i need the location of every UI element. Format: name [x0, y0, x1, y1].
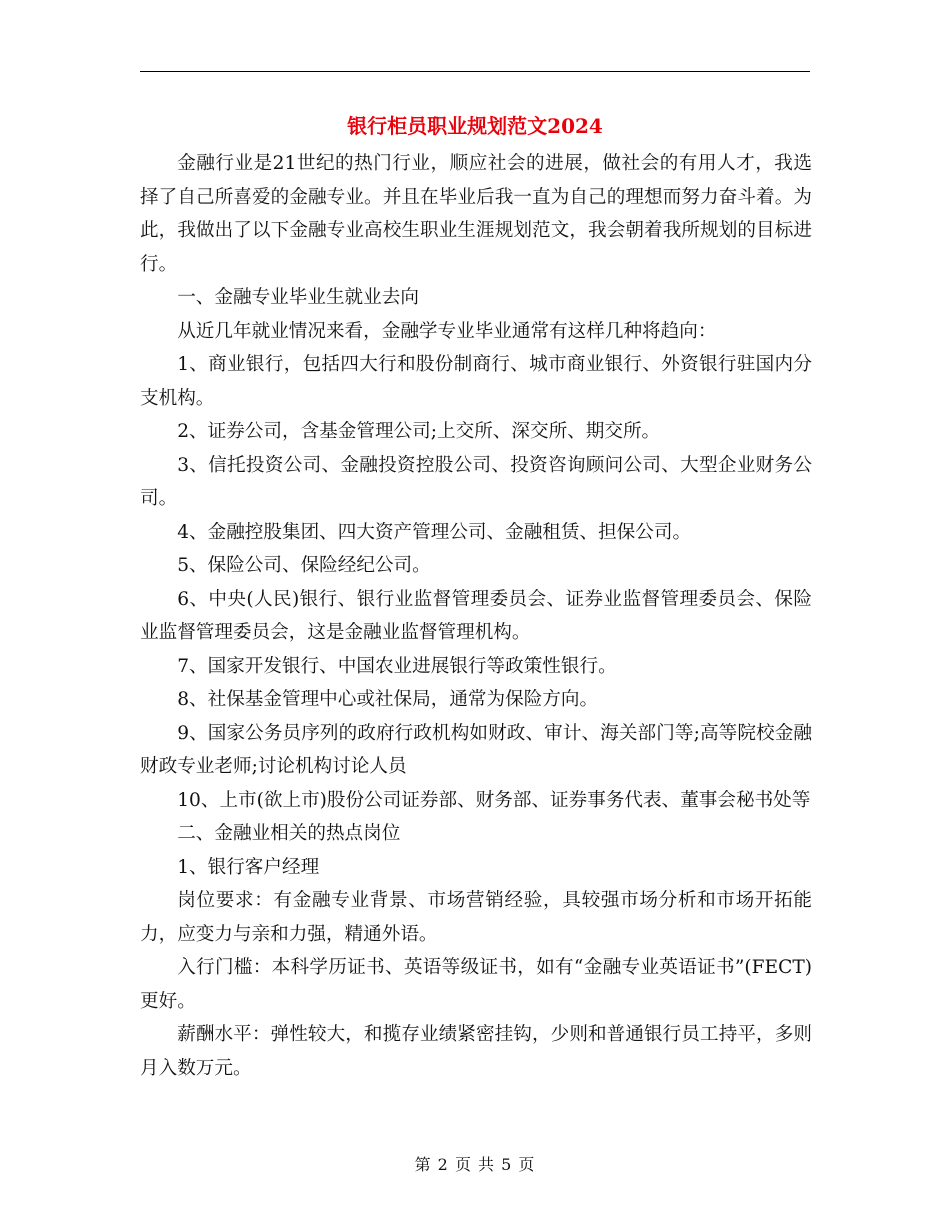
list-item: 8、社保基金管理中心或社保局，通常为保险方向。 [177, 689, 599, 710]
paragraph: 从近几年就业情况来看，金融学专业毕业通常有这样几种将趋向： [177, 320, 717, 342]
list-item: 9、国家公务员序列的政府行政机构如财政、审计、海关部门等;高等院校金融财政专业老师;讨论机构讨论人员 [140, 722, 812, 777]
paragraph-salary: 薪酬水平：弹性较大，和揽存业绩紧密挂钩，少则和普通银行员工持平，多则月入数万元。 [140, 1024, 812, 1079]
list-item: 2、证券公司，含基金管理公司;上交所、深交所、期交所。 [177, 421, 661, 442]
list-item: 10、上市(欲上市)股份公司证券部、财务部、证券事务代表、董事会秘书处等 [177, 789, 811, 811]
paragraph-entry-threshold: 入行门槛：本科学历证书、英语等级证书，如有“金融专业英语证书”(FECT)更好。 [140, 957, 812, 1012]
list-item: 1、商业银行，包括四大行和股份制商行、城市商业银行、外资银行驻国内分支机构。 [140, 354, 812, 409]
list-item: 5、保险公司、保险经纪公司。 [177, 555, 431, 576]
header-rule [140, 71, 810, 72]
document-title: 银行柜员职业规划范文2024 [347, 114, 603, 138]
page-number-footer: 第 2 页 共 5 页 [414, 1155, 536, 1174]
subheading-position: 1、银行客户经理 [177, 856, 320, 878]
list-item: 7、国家开发银行、中国农业进展银行等政策性银行。 [177, 655, 617, 677]
list-item: 3、信托投资公司、金融投资控股公司、投资咨询顾问公司、大型企业财务公司。 [140, 454, 812, 509]
section-heading-destinations: 一、金融专业毕业生就业去向 [177, 287, 419, 308]
paragraph-intro: 金融行业是21世纪的热门行业，顺应社会的进展，做社会的有用人才，我选择了自己所喜爱的金融专业。并且在毕业后我一直为自己的理想而努力奋斗着。为此，我做出了以下金融专业高校生职业生涯规划范文，我会朝着我所规划的目标进行。 [140, 153, 812, 275]
paragraph-requirements: 岗位要求：有金融专业背景、市场营销经验，具较强市场分析和市场开拓能力，应变力与亲和力强，精通外语。 [140, 890, 812, 945]
list-item: 4、金融控股集团、四大资产管理公司、金融租赁、担保公司。 [177, 521, 692, 543]
list-item: 6、中央(人民)银行、银行业监督管理委员会、证券业监督管理委员会、保险业监督管理委员会，这是金融业监督管理机构。 [140, 588, 812, 643]
section-heading-hot-positions: 二、金融业相关的热点岗位 [177, 823, 401, 844]
document-body [140, 147, 812, 1085]
